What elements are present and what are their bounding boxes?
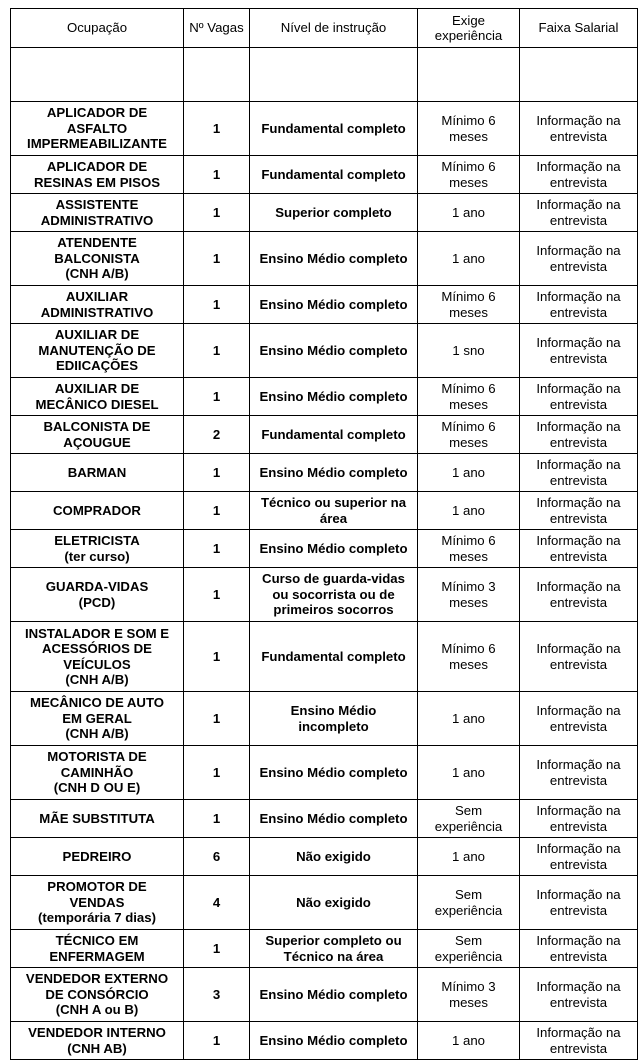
header-nivel: Nível de instrução	[250, 9, 418, 48]
cell-ocupacao: PEDREIRO	[11, 838, 184, 876]
cell-vagas: 2	[184, 416, 250, 454]
cell-exige: Sem experiência	[418, 800, 520, 838]
header-ocupacao: Ocupação	[11, 9, 184, 48]
cell-exige: 1 ano	[418, 454, 520, 492]
table-row	[11, 492, 638, 530]
table-row	[11, 838, 638, 876]
table-row	[11, 930, 638, 968]
table-row	[11, 968, 638, 1022]
table-row	[11, 232, 638, 286]
table-row	[11, 454, 638, 492]
cell-exige: 1 ano	[418, 838, 520, 876]
cell-exige: Mínimo 6 meses	[418, 530, 520, 568]
cell-exige: Mínimo 6 meses	[418, 622, 520, 692]
cell-faixa: Informação na entrevista	[520, 622, 638, 692]
header-exige: Exige experiência	[418, 9, 520, 48]
cell-faixa: Informação na entrevista	[520, 838, 638, 876]
cell-nivel: Técnico ou superior na área	[250, 492, 418, 530]
cell-faixa: Informação na entrevista	[520, 930, 638, 968]
header-faixa: Faixa Salarial	[520, 9, 638, 48]
cell-vagas: 1	[184, 324, 250, 378]
cell-nivel: Curso de guarda-vidas ou socorrista ou de primeiros socorros	[250, 568, 418, 622]
empty-cell	[418, 48, 520, 102]
cell-ocupacao: AUXILIAR DE MANUTENÇÃO DE EDIICAÇÕES	[11, 324, 184, 378]
cell-exige: Mínimo 3 meses	[418, 568, 520, 622]
cell-nivel: Ensino Médio completo	[250, 286, 418, 324]
cell-faixa: Informação na entrevista	[520, 1022, 638, 1060]
cell-nivel: Ensino Médio completo	[250, 454, 418, 492]
cell-ocupacao: INSTALADOR E SOM E ACESSÓRIOS DE VEÍCULOS (CNH A/B)	[11, 622, 184, 692]
cell-vagas: 1	[184, 692, 250, 746]
cell-faixa: Informação na entrevista	[520, 746, 638, 800]
cell-exige: Mínimo 6 meses	[418, 416, 520, 454]
table-row	[11, 692, 638, 746]
cell-ocupacao: GUARDA-VIDAS (PCD)	[11, 568, 184, 622]
table-row	[11, 800, 638, 838]
cell-ocupacao: VENDEDOR EXTERNO DE CONSÓRCIO (CNH A ou B)	[11, 968, 184, 1022]
cell-ocupacao: MÃE SUBSTITUTA	[11, 800, 184, 838]
cell-ocupacao: VENDEDOR INTERNO (CNH AB)	[11, 1022, 184, 1060]
cell-vagas: 1	[184, 194, 250, 232]
table-row	[11, 746, 638, 800]
cell-exige: 1 ano	[418, 1022, 520, 1060]
table-row	[11, 286, 638, 324]
cell-vagas: 1	[184, 746, 250, 800]
cell-faixa: Informação na entrevista	[520, 800, 638, 838]
cell-exige: Mínimo 6 meses	[418, 102, 520, 156]
cell-faixa: Informação na entrevista	[520, 194, 638, 232]
table-row	[11, 416, 638, 454]
cell-vagas: 1	[184, 454, 250, 492]
cell-vagas: 1	[184, 930, 250, 968]
table-row	[11, 378, 638, 416]
empty-cell	[11, 48, 184, 102]
table-row	[11, 194, 638, 232]
cell-exige: 1 ano	[418, 232, 520, 286]
cell-ocupacao: AUXILIAR DE MECÂNICO DIESEL	[11, 378, 184, 416]
cell-faixa: Informação na entrevista	[520, 378, 638, 416]
cell-faixa: Informação na entrevista	[520, 968, 638, 1022]
cell-faixa: Informação na entrevista	[520, 876, 638, 930]
job-vacancies-table	[10, 8, 638, 1060]
header-vagas: Nº Vagas	[184, 9, 250, 48]
cell-exige: Sem experiência	[418, 930, 520, 968]
cell-vagas: 1	[184, 530, 250, 568]
cell-nivel: Ensino Médio completo	[250, 232, 418, 286]
cell-faixa: Informação na entrevista	[520, 492, 638, 530]
cell-ocupacao: AUXILIAR ADMINISTRATIVO	[11, 286, 184, 324]
cell-nivel: Não exigido	[250, 838, 418, 876]
cell-ocupacao: MOTORISTA DE CAMINHÃO (CNH D OU E)	[11, 746, 184, 800]
cell-vagas: 1	[184, 622, 250, 692]
cell-ocupacao: ELETRICISTA (ter curso)	[11, 530, 184, 568]
cell-nivel: Ensino Médio completo	[250, 746, 418, 800]
cell-nivel: Ensino Médio completo	[250, 530, 418, 568]
cell-ocupacao: ATENDENTE BALCONISTA (CNH A/B)	[11, 232, 184, 286]
table-row	[11, 530, 638, 568]
cell-ocupacao: TÉCNICO EM ENFERMAGEM	[11, 930, 184, 968]
cell-exige: 1 ano	[418, 692, 520, 746]
cell-nivel: Ensino Médio completo	[250, 1022, 418, 1060]
cell-vagas: 1	[184, 156, 250, 194]
table-row	[11, 156, 638, 194]
cell-ocupacao: APLICADOR DE ASFALTO IMPERMEABILIZANTE	[11, 102, 184, 156]
table-row	[11, 622, 638, 692]
cell-exige: 1 ano	[418, 194, 520, 232]
cell-nivel: Fundamental completo	[250, 156, 418, 194]
cell-vagas: 1	[184, 568, 250, 622]
cell-faixa: Informação na entrevista	[520, 530, 638, 568]
empty-cell	[250, 48, 418, 102]
table-row	[11, 876, 638, 930]
empty-cell	[184, 48, 250, 102]
cell-vagas: 1	[184, 800, 250, 838]
cell-nivel: Fundamental completo	[250, 102, 418, 156]
cell-nivel: Ensino Médio incompleto	[250, 692, 418, 746]
cell-faixa: Informação na entrevista	[520, 102, 638, 156]
cell-faixa: Informação na entrevista	[520, 232, 638, 286]
cell-ocupacao: BALCONISTA DE AÇOUGUE	[11, 416, 184, 454]
cell-exige: 1 sno	[418, 324, 520, 378]
cell-faixa: Informação na entrevista	[520, 454, 638, 492]
header-row	[11, 9, 638, 48]
cell-vagas: 1	[184, 232, 250, 286]
cell-exige: Mínimo 6 meses	[418, 156, 520, 194]
cell-nivel: Superior completo ou Técnico na área	[250, 930, 418, 968]
cell-ocupacao: ASSISTENTE ADMINISTRATIVO	[11, 194, 184, 232]
cell-nivel: Ensino Médio completo	[250, 378, 418, 416]
cell-ocupacao: APLICADOR DE RESINAS EM PISOS	[11, 156, 184, 194]
table-row	[11, 1022, 638, 1060]
cell-nivel: Superior completo	[250, 194, 418, 232]
table-row	[11, 324, 638, 378]
cell-nivel: Ensino Médio completo	[250, 968, 418, 1022]
cell-nivel: Não exigido	[250, 876, 418, 930]
cell-exige: 1 ano	[418, 746, 520, 800]
cell-vagas: 6	[184, 838, 250, 876]
cell-vagas: 1	[184, 1022, 250, 1060]
cell-exige: Sem experiência	[418, 876, 520, 930]
cell-ocupacao: MECÂNICO DE AUTO EM GERAL (CNH A/B)	[11, 692, 184, 746]
cell-vagas: 4	[184, 876, 250, 930]
cell-faixa: Informação na entrevista	[520, 416, 638, 454]
table-row	[11, 568, 638, 622]
cell-exige: Mínimo 6 meses	[418, 286, 520, 324]
cell-faixa: Informação na entrevista	[520, 568, 638, 622]
cell-vagas: 1	[184, 492, 250, 530]
empty-row	[11, 48, 638, 102]
cell-faixa: Informação na entrevista	[520, 156, 638, 194]
cell-vagas: 1	[184, 286, 250, 324]
cell-nivel: Ensino Médio completo	[250, 800, 418, 838]
cell-ocupacao: BARMAN	[11, 454, 184, 492]
cell-exige: Mínimo 6 meses	[418, 378, 520, 416]
cell-faixa: Informação na entrevista	[520, 324, 638, 378]
cell-faixa: Informação na entrevista	[520, 286, 638, 324]
cell-faixa: Informação na entrevista	[520, 692, 638, 746]
cell-nivel: Ensino Médio completo	[250, 324, 418, 378]
cell-vagas: 1	[184, 378, 250, 416]
cell-exige: Mínimo 3 meses	[418, 968, 520, 1022]
table-row	[11, 102, 638, 156]
cell-nivel: Fundamental completo	[250, 622, 418, 692]
cell-exige: 1 ano	[418, 492, 520, 530]
cell-vagas: 1	[184, 102, 250, 156]
cell-nivel: Fundamental completo	[250, 416, 418, 454]
cell-ocupacao: COMPRADOR	[11, 492, 184, 530]
empty-cell	[520, 48, 638, 102]
cell-ocupacao: PROMOTOR DE VENDAS (temporária 7 dias)	[11, 876, 184, 930]
cell-vagas: 3	[184, 968, 250, 1022]
